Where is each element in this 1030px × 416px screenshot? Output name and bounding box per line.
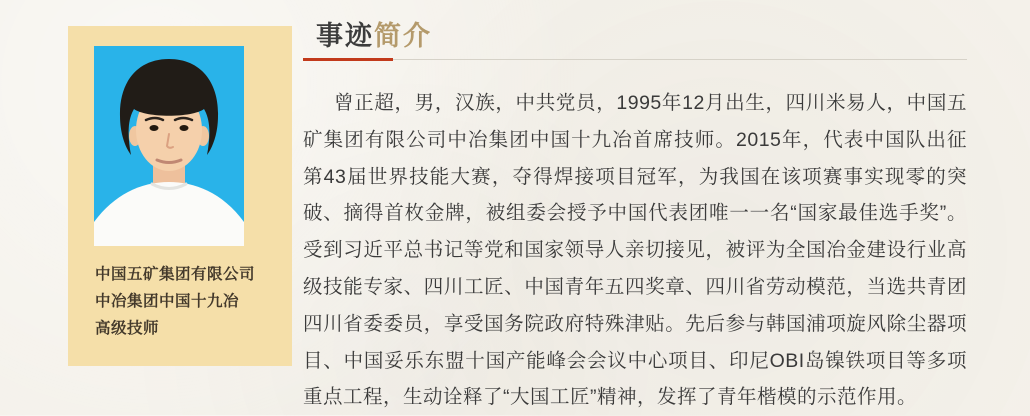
- caption-line: 高级技师: [95, 320, 160, 337]
- photo-caption: [95, 261, 280, 342]
- title-rule: [303, 58, 967, 61]
- content-column: [303, 22, 967, 416]
- photo-eye-right: [180, 125, 189, 131]
- title-rule-accent: [303, 58, 393, 61]
- profile-card: [68, 26, 292, 366]
- section-title-primary: 事迹: [316, 21, 374, 51]
- section-title-secondary: 简介: [374, 21, 432, 51]
- caption-line: 中冶集团中国十九冶: [95, 293, 240, 310]
- portrait-illustration: [94, 46, 244, 246]
- portrait-photo: [94, 46, 244, 246]
- biography-paragraph: 曾正超，男，汉族，中共党员，1995年12月出生，四川米易人，中国五矿集团有限公司中冶集团中国十九冶首席技师。2015年，代表中国队出征第43届世界技能大赛，夺得焊接项目冠军，为我国在该项赛事实现零的突破、摘得首枚金牌，被组委会授予中国代表团唯一一名“国家最佳选手奖”。受到习近平总书记等党和国家领导人亲切接见，被评为全国冶金建设行业高级技能专家、四川工匠、中国青年五四奖章、四川省劳动模范，当选共青团四川省委委员，享受国务院政府特殊津贴。先后参与韩国浦项旋风除尘器项目、中国妥乐东盟十国产能峰会会议中心项目、印尼OBI岛镍铁项目等多项重点工程，生动诠释了“大国工匠”精神，发挥了青年楷模的示范作用。: [303, 92, 967, 409]
- photo-eye-left: [150, 125, 159, 131]
- caption-line: 中国五矿集团有限公司: [95, 266, 256, 283]
- section-title: [316, 22, 967, 51]
